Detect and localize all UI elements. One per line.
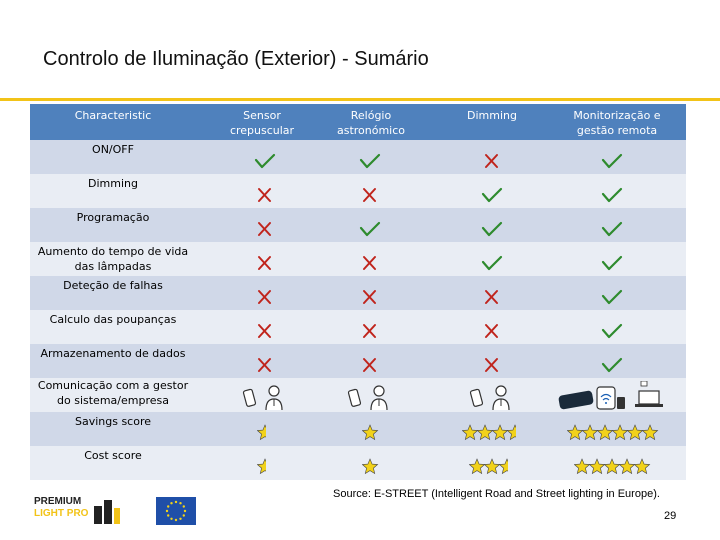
header-characteristic: Characteristic (74, 109, 152, 122)
star-rating-icon (257, 424, 278, 442)
cross-icon (359, 186, 381, 204)
cross-icon (359, 322, 381, 340)
check-icon (359, 152, 381, 170)
cross-icon (359, 288, 381, 306)
cross-icon (254, 288, 276, 306)
row-label: ON/OFF (92, 143, 134, 156)
check-icon (254, 152, 276, 170)
cross-icon (254, 220, 276, 238)
source-note: Source: E-STREET (Intelligent Road and Street lighting in Europe). (333, 488, 660, 500)
star-rating-icon (469, 458, 520, 476)
eu-flag-icon (156, 497, 196, 525)
star-rating-icon (574, 458, 655, 476)
star-rating-icon (362, 458, 383, 476)
cross-icon (254, 254, 276, 272)
check-icon (601, 254, 623, 272)
cross-icon (481, 322, 503, 340)
cross-icon (481, 288, 503, 306)
star-rating-icon (462, 424, 528, 442)
building-icon (92, 498, 122, 524)
cross-icon (359, 356, 381, 374)
cross-icon (254, 356, 276, 374)
star-rating-icon (257, 458, 278, 476)
row-label: Calculo das poupanças (49, 313, 177, 326)
header-dimming: Dimming (467, 109, 517, 122)
cross-icon (359, 254, 381, 272)
star-rating-icon (362, 424, 383, 442)
check-icon (481, 186, 503, 204)
row-label: Deteção de falhas (63, 279, 163, 292)
check-icon (601, 152, 623, 170)
cross-icon (481, 356, 503, 374)
row-label: Savings score (74, 415, 152, 428)
eu-logo (156, 497, 232, 525)
title-divider (0, 98, 720, 101)
check-icon (481, 220, 503, 238)
cross-icon (254, 322, 276, 340)
check-icon (601, 220, 623, 238)
table-header (30, 104, 686, 140)
phone-person-icon (347, 382, 393, 412)
page-number: 29 (664, 510, 677, 522)
phone-person-icon (242, 382, 288, 412)
cross-icon (254, 186, 276, 204)
check-icon (481, 254, 503, 272)
check-icon (601, 186, 623, 204)
check-icon (601, 322, 623, 340)
row-label: Aumento do tempo de vida das lâmpadas (37, 245, 189, 273)
row-label: Cost score (84, 449, 142, 462)
header-sensor-crepuscular: Sensor crepuscular (229, 109, 295, 137)
row-label: Dimming (88, 177, 138, 190)
premium-logo-subtext: LIGHT PRO (34, 508, 89, 519)
check-icon (601, 356, 623, 374)
check-icon (601, 288, 623, 306)
cross-icon (481, 152, 503, 170)
header-relogio-astronomico: Relógio astronómico (336, 109, 406, 137)
header-monitorizacao: Monitorização e gestão remota (573, 109, 661, 137)
row-label: Armazenamento de dados (40, 347, 186, 360)
premium-light-logo (34, 494, 124, 524)
slide-title: Controlo de Iluminação (Exterior) - Sumário (43, 48, 429, 70)
devices-icon (557, 381, 667, 413)
row-label: Comunicação com a gestor do sistema/empresa (37, 379, 189, 407)
check-icon (359, 220, 381, 238)
star-rating-icon (567, 424, 663, 442)
phone-person-icon (469, 382, 515, 412)
premium-logo-text: PREMIUM (34, 496, 82, 507)
row-label: Programação (76, 211, 150, 224)
